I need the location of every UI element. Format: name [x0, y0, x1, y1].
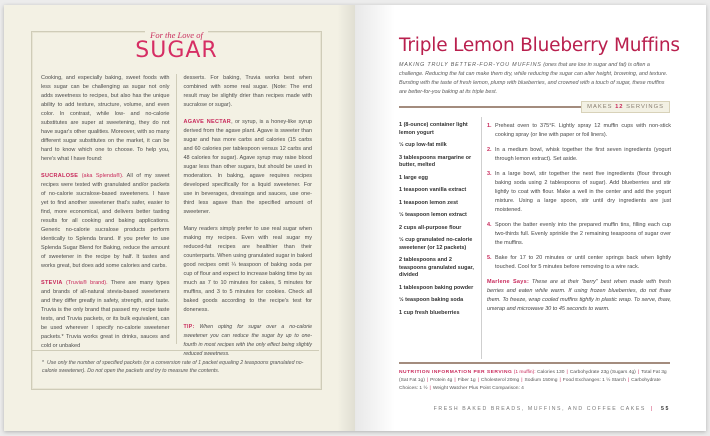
ingredient-item: 2 tablespoons and 2 teaspoons granulated sugar, divided — [399, 257, 474, 278]
intro-paragraph: Cooking, and especially baking, sweet foods with less sugar can be challenging as sugar not only adds sweetness to recipes, but also has the unique ability to add texture, structure, volume, and even color. In contrast, while low- and no-calorie substitutes are super at sweetening, they do not have sugar's other qualities. Moreover, with so many different sugar substitutes on the market, it can be hard to know which one to choose. To help you, here's what I have found: — [41, 75, 170, 162]
nutrition-item: Fiber 1g — [457, 378, 476, 383]
sucralose-paragraph — [41, 172, 170, 271]
nutrition-separator: | — [627, 378, 630, 383]
running-footer — [434, 406, 670, 412]
ingredient-item: 1 large egg — [399, 174, 429, 181]
direction-step — [487, 170, 671, 215]
nutrition-item: Protein 4g — [430, 378, 453, 383]
nutrition-separator: | — [429, 386, 431, 391]
agave-paragraph — [184, 118, 313, 217]
nutrition-serving: (1 muffin): — [513, 370, 536, 375]
agave-text: , or syrup, is a honey-like syrup derived from the agave plant. Agave is sweeter than sugar and has more carbs and calories (15 carbs and 60 calories per tablespoon versus 12 carbs and 48 calories for sugar). Agave syrup may raise blood sugar less than other sugars, but should be used in moderation. In baking, agave requires recipes developed specifically for a liquid sweetener. For use in beverages, dressings and sauces, use one-third less agave than the specified amount of sweetener. — [183, 119, 312, 215]
direction-step — [487, 254, 671, 272]
intro-caps: MAKING TRULY BETTER-FOR-YOU MUFFINS — [399, 62, 542, 68]
ingredient-item: 1 cup fresh blueberries — [399, 309, 460, 316]
ingredient-item: 2 cups all-purpose flour — [399, 224, 462, 231]
nutrition-separator: | — [521, 378, 523, 383]
step-number: 5. — [487, 255, 492, 261]
ingredient-item: 1 (8-ounce) container light lemon yogurt — [399, 122, 468, 136]
ingredient-item: ½ cup granulated no-calorie sweetener (or 12 packets) — [399, 237, 473, 251]
footnote — [32, 350, 319, 375]
sucralose-subheading: (aka Splenda®). — [81, 173, 124, 179]
left-page — [4, 5, 355, 431]
step-number: 2. — [487, 147, 492, 153]
ingredient-item: 1 teaspoon lemon zest — [399, 199, 458, 206]
ingredient-item: ½ teaspoon lemon extract — [399, 212, 467, 218]
stevia-text: There are many types and brands of all-natural stevia-based sweeteners and they differ greatly in safety, strength, and taste. Truvia is the only brand that passed my recipe taste tests, and Truvia packets, or its bulk equivalent, can be used wherever I specify no-calorie sweetener packets.* Truvia works great in drinks, sauces and cold or unbaked — [41, 280, 170, 349]
direction-step — [487, 122, 671, 140]
ingredient-item: 1 tablespoon baking powder — [399, 284, 474, 291]
ingredient-item: 1 teaspoon vanilla extract — [399, 187, 467, 193]
nutrition-item: Food Exchanges: 1 ½ Starch — [562, 378, 626, 383]
footer-separator: | — [651, 406, 654, 412]
servings-row — [399, 101, 670, 113]
kicker-text: For the Love of — [145, 30, 208, 40]
makes-label: MAKES — [587, 104, 613, 110]
step-text: Spoon the batter evenly into the prepared muffin tins, filling each cup two-thirds full. Evenly sprinkle the 2 remaining teaspoons of sugar over the muffins. — [495, 222, 671, 246]
direction-step — [487, 221, 671, 248]
servings-badge — [581, 101, 670, 113]
sidebar-column-1 — [41, 74, 177, 349]
step-text: In a large bowl, stir together the next five ingredients (flour through baking soda using 2 tablespoons of sugar). Add blueberries and stir lightly to coat with flour. Make a well in the center and add the yogurt mixture. Using a large spoon, stir until dry ingredients are just moistened. — [495, 171, 671, 213]
step-text: Bake for 17 to 20 minutes or until center springs back when lightly touched. Cool for 5 minutes before removing to a wire rack. — [495, 255, 671, 270]
real-sugar-paragraph: Many readers simply prefer to use real sugar when making my recipes. Even with real sugar my reduced-fat recipes are healthier than their counterparts. When using granulated sugar in baked good recipes omit ¼ teaspoon of baking soda per cup of flour and expect to increase baking time by as much as 7 to 10 minutes for cakes, 5 minutes for muffins, and 3 to 5 minutes for cookies. Check all baked goods according to the recipe's test for doneness. — [183, 226, 312, 313]
ingredient-item: ½ teaspoon baking soda — [399, 297, 464, 303]
tip-heading: TIP: — [183, 324, 195, 330]
nutrition-separator: | — [426, 378, 429, 383]
nutrition-separator: | — [454, 378, 456, 383]
page-number: 55 — [661, 406, 670, 412]
header-rule — [399, 106, 609, 108]
nutrition-item: Sodium 150mg — [524, 378, 558, 383]
sucralose-text: All of my sweet recipes were tested with granulated and/or packets of no-calorie sucralose-based sweeteners. I have yet to find another sweetener that's safer, easier to find, more economical, and delivers better tasting results for all cooking and baking applications. Generic no-calorie sucralose products perform identically to Splenda brand. If you prefer to use Splenda Sugar Blend for Baking, reduce the amount of sweetener in the recipe by half. It tastes and works great, but does add some calories and carbs. — [41, 173, 170, 269]
ingredients-list — [399, 122, 477, 322]
nutrition-item: Cholesterol 20mg — [480, 378, 520, 383]
direction-step — [487, 146, 671, 164]
marlene-heading: Marlene Says: — [487, 279, 530, 285]
recipe-intro — [399, 61, 669, 97]
ingredient-item: 3 tablespoons margarine or butter, melted — [399, 154, 472, 168]
intro-text: (ones that are low in sugar and fat) is often a challenge. Reducing the fat can make them dry, while reducing the sugar can alter height, browning, and texture. Bursting with the taste of fresh lemon, plump with blueberries, and crowned with a touch of sugar, these muffins are better-for-you baking at its triple best. — [399, 62, 668, 95]
nutrition-heading: NUTRITION INFORMATION PER SERVING — [399, 370, 513, 375]
nutrition-separator: | — [559, 378, 561, 383]
step-text: Preheat oven to 375°F. Lightly spray 12 muffin cups with non-stick cooking spray (or line with paper or foil liners). — [495, 123, 671, 138]
step-text: In a medium bowl, whisk together the first seven ingredients (yogurt through lemon extract). Set aside. — [495, 147, 671, 162]
sugar-sidebar-box — [31, 31, 322, 390]
continued-paragraph: desserts. For baking, Truvia works best when combined with some real sugar. (Note: The end result may be slightly drier than recipes made with sucralose or sugar). — [183, 75, 312, 108]
sidebar-title: SUGAR — [135, 38, 218, 63]
nutrition-item: Carbohydrate 23g (Sugars 4g) — [569, 370, 636, 375]
right-page — [355, 5, 706, 431]
nutrition-item: Calories 130 — [536, 370, 565, 375]
directions — [487, 122, 671, 314]
sucralose-heading: SUCRALOSE — [41, 173, 79, 179]
nutrition-separator: | — [566, 370, 568, 375]
step-number: 1. — [487, 123, 492, 129]
ingredient-item: ½ cup low-fat milk — [399, 142, 447, 148]
chapter-title: FRESH BAKED BREADS, MUFFINS, AND COFFEE CAKES — [433, 406, 646, 412]
footnote-mark: * — [42, 360, 45, 366]
sidebar-column-2 — [177, 74, 313, 357]
stevia-heading: STEVIA — [41, 280, 63, 286]
step-number: 4. — [487, 222, 492, 228]
sidebar-columns — [41, 74, 312, 357]
book-spread — [4, 5, 706, 431]
stevia-subheading: (Truvia® brand). — [65, 280, 108, 286]
nutrition-item: Total Fat 3g (Sat Fat 1g) — [399, 370, 667, 383]
agave-heading: AGAVE NECTAR — [183, 119, 232, 125]
servings-count: 12 — [615, 104, 624, 110]
nutrition-item: Weight Watcher Plus Point Comparison: 4 — [432, 386, 524, 391]
recipe-title: Triple Lemon Blueberry Muffins — [399, 35, 680, 56]
marlene-text: These are at their "berry" best when made with fresh berries and eaten while warm. If using frozen blueberries, do not thaw them. To freeze, wrap cooled muffins tightly in plastic wrap. To serve, thaw, unwrap and microwave 30 to 45 seconds to warm. — [487, 279, 671, 312]
servings-label: SERVINGS — [626, 104, 664, 110]
stevia-paragraph — [41, 279, 170, 351]
step-number: 3. — [487, 171, 492, 177]
nutrition-info — [399, 369, 670, 393]
nutrition-item: Carbohydrate Choices: 1 ½ — [399, 378, 661, 391]
column-divider — [481, 117, 482, 359]
nutrition-separator: | — [637, 370, 640, 375]
nutrition-separator: | — [477, 378, 479, 383]
nutrition-rule — [399, 362, 670, 364]
marlene-says — [487, 278, 671, 314]
tip-text: When opting for sugar over a no-calorie sweetener you can reduce the sugar by up to one-fourth in most recipes with the only effect being slightly reduced sweetness. — [183, 324, 312, 357]
footnote-text: Use only the number of specified packets (or a conversion rate of 1 packet equaling 2 teaspoons granulated no-calorie sweetener). Do not open the packets and try to measure the contents. — [42, 360, 304, 374]
